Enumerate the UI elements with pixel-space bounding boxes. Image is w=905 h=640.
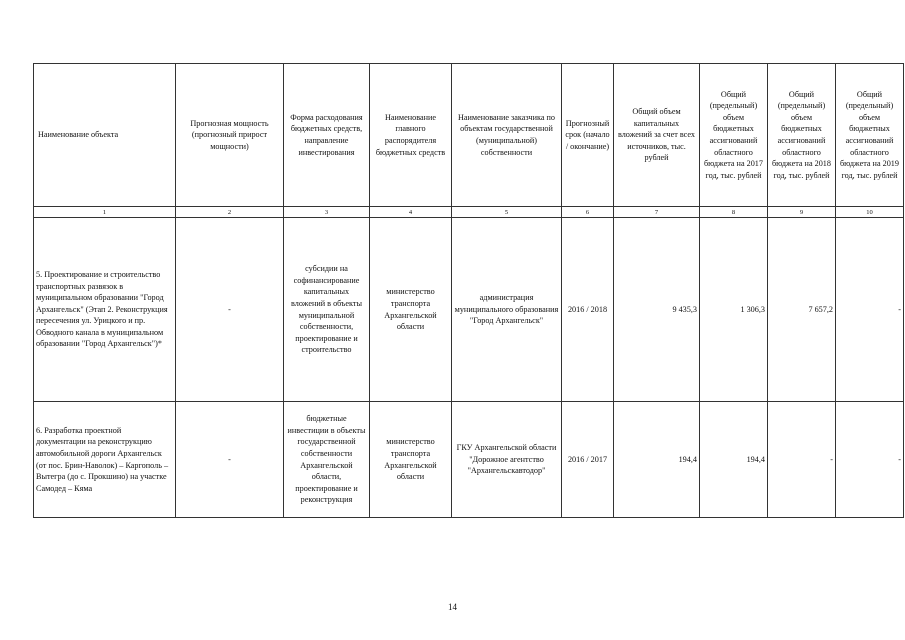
column-number: 7 bbox=[614, 207, 700, 218]
header-budget-manager: Наименование главного распорядителя бюджетных средств bbox=[370, 64, 452, 207]
page-number: 14 bbox=[448, 602, 457, 612]
budget-2018-cell: - bbox=[768, 402, 836, 518]
spending-form-cell: бюджетные инвестиции в объекты государственной собственности Архангельской области, проектирование и реконструкция bbox=[284, 402, 370, 518]
header-spending-form: Форма расходования бюджетных средств, направление инвестирования bbox=[284, 64, 370, 207]
total-investment-cell: 9 435,3 bbox=[614, 218, 700, 402]
header-budget-2018: Общий (предельный) объем бюджетных ассигнований областного бюджета на 2018 год, тыс. рублей bbox=[768, 64, 836, 207]
column-number: 4 bbox=[370, 207, 452, 218]
column-number: 8 bbox=[700, 207, 768, 218]
budget-2018-cell: 7 657,2 bbox=[768, 218, 836, 402]
column-number: 5 bbox=[452, 207, 562, 218]
budget-manager-cell: министерство транспорта Архангельской области bbox=[370, 402, 452, 518]
header-customer: Наименование заказчика по объектам государственной (муниципальной) собственности bbox=[452, 64, 562, 207]
header-total-investment: Общий объем капитальных вложений за счет всех источников, тыс. рублей bbox=[614, 64, 700, 207]
budget-2019-cell: - bbox=[836, 402, 904, 518]
capacity-cell: - bbox=[176, 402, 284, 518]
term-cell: 2016 / 2017 bbox=[562, 402, 614, 518]
table-row bbox=[34, 218, 904, 402]
header-budget-2019: Общий (предельный) объем бюджетных ассигнований областного бюджета на 2019 год, тыс. рублей bbox=[836, 64, 904, 207]
capital-investments-table bbox=[33, 63, 904, 518]
object-name-cell: 6. Разработка проектной документации на реконструкцию автомобильной дороги Архангельск (от пос. Брин-Наволок) – Каргополь – Вытегра (до с. Прокшино) на участке Самодед – Кяма bbox=[34, 402, 176, 518]
header-budget-2017: Общий (предельный) объем бюджетных ассигнований областного бюджета на 2017 год, тыс. рублей bbox=[700, 64, 768, 207]
header-forecast-capacity: Прогнозная мощность (прогнозный прирост мощности) bbox=[176, 64, 284, 207]
column-number: 1 bbox=[34, 207, 176, 218]
capacity-cell: - bbox=[176, 218, 284, 402]
column-number: 2 bbox=[176, 207, 284, 218]
table-row bbox=[34, 402, 904, 518]
table-header-row bbox=[34, 64, 904, 207]
column-number: 10 bbox=[836, 207, 904, 218]
header-forecast-term: Прогнозный срок (начало / окончание) bbox=[562, 64, 614, 207]
column-number: 9 bbox=[768, 207, 836, 218]
total-investment-cell: 194,4 bbox=[614, 402, 700, 518]
spending-form-cell: субсидии на софинансирование капитальных вложений в объекты муниципальной собственности, проектирование и строительство bbox=[284, 218, 370, 402]
budget-2017-cell: 1 306,3 bbox=[700, 218, 768, 402]
budget-2019-cell: - bbox=[836, 218, 904, 402]
column-number: 3 bbox=[284, 207, 370, 218]
header-object-name: Наименование объекта bbox=[34, 64, 176, 207]
term-cell: 2016 / 2018 bbox=[562, 218, 614, 402]
column-number: 6 bbox=[562, 207, 614, 218]
object-name-cell: 5. Проектирование и строительство транспортных развязок в муниципальном образовании "Город Архангельск" (Этап 2. Реконструкция пересечения ул. Урицкого и пр. Обводного канала в муниципальном образовании "Город Архангельск")* bbox=[34, 218, 176, 402]
column-number-row bbox=[34, 207, 904, 218]
budget-2017-cell: 194,4 bbox=[700, 402, 768, 518]
customer-cell: ГКУ Архангельской области "Дорожное агентство "Архангельскавтодор" bbox=[452, 402, 562, 518]
budget-manager-cell: министерство транспорта Архангельской области bbox=[370, 218, 452, 402]
customer-cell: администрация муниципального образования "Город Архангельск" bbox=[452, 218, 562, 402]
